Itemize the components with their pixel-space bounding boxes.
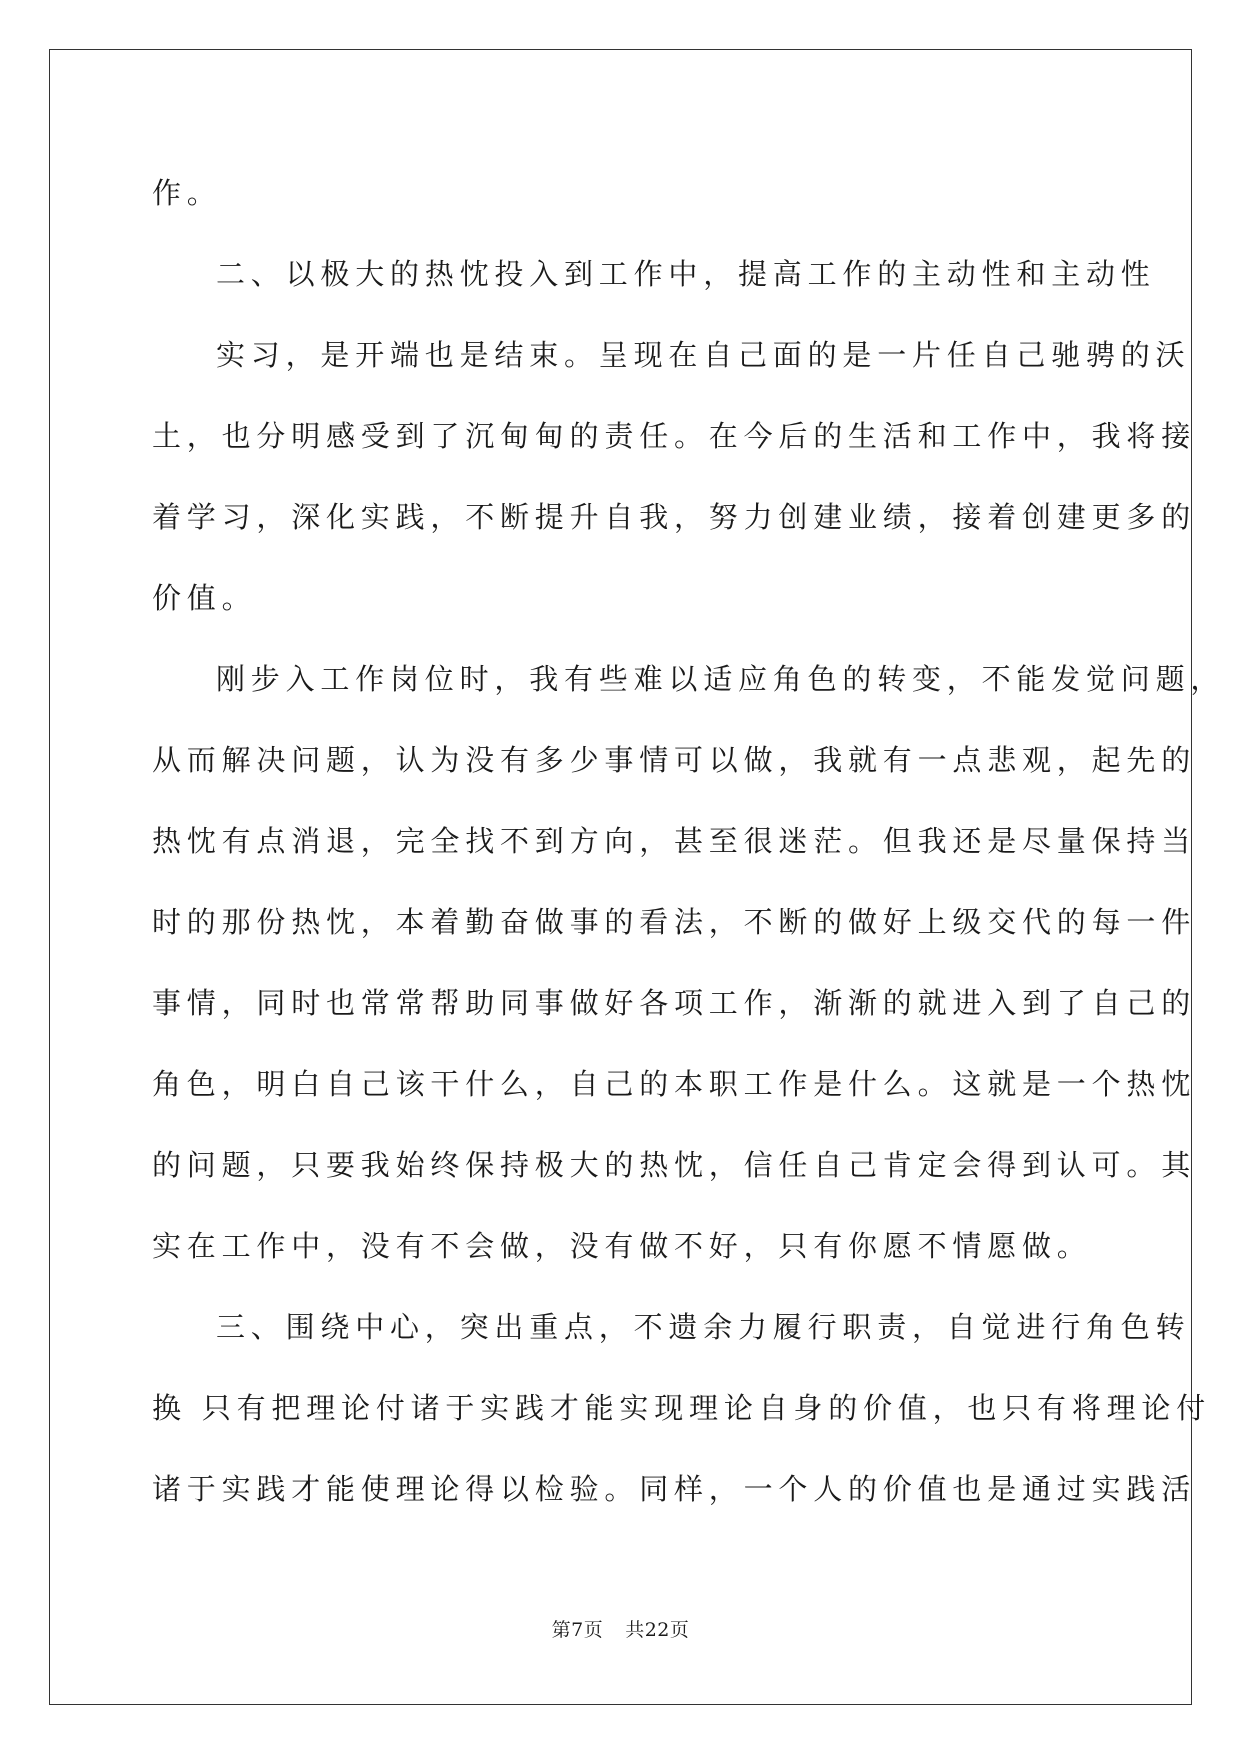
text-line: 刚步入工作岗位时，我有些难以适应角色的转变，不能发觉问题， xyxy=(216,662,1226,696)
text-line: 土，也分明感受到了沉甸甸的责任。在今后的生活和工作中，我将接 xyxy=(152,419,1197,453)
text-line: 角色，明白自己该干什么，自己的本职工作是什么。这就是一个热忱 xyxy=(152,1067,1197,1101)
text-line: 的问题，只要我始终保持极大的热忱，信任自己肯定会得到认可。其 xyxy=(152,1148,1197,1182)
text-line: 实习，是开端也是结束。呈现在自己面的是一片任自己驰骋的沃 xyxy=(216,338,1191,372)
text-line: 着学习，深化实践，不断提升自我，努力创建业绩，接着创建更多的 xyxy=(152,500,1197,534)
text-line: 从而解决问题，认为没有多少事情可以做，我就有一点悲观，起先的 xyxy=(152,743,1197,777)
section-heading: 三、围绕中心，突出重点，不遗余力履行职责，自觉进行角色转 xyxy=(216,1310,1191,1344)
text-line: 作。 xyxy=(152,176,222,210)
section-heading: 二、以极大的热忱投入到工作中，提高工作的主动性和主动性 xyxy=(216,257,1156,291)
page-number: 第7页 xyxy=(551,1619,604,1641)
text-line: 换 只有把理论付诸于实践才能实现理论自身的价值，也只有将理论付 xyxy=(152,1391,1212,1425)
document-body xyxy=(152,163,1226,1540)
text-line: 时的那份热忱，本着勤奋做事的看法，不断的做好上级交代的每一件 xyxy=(152,905,1197,939)
text-line: 诸于实践才能使理论得以检验。同样，一个人的价值也是通过实践活 xyxy=(152,1472,1197,1506)
page-total: 共22页 xyxy=(625,1619,690,1641)
text-line: 实在工作中，没有不会做，没有做不好，只有你愿不情愿做。 xyxy=(152,1229,1092,1263)
text-line: 事情，同时也常常帮助同事做好各项工作，渐渐的就进入到了自己的 xyxy=(152,986,1197,1020)
text-line: 热忱有点消退，完全找不到方向，甚至很迷茫。但我还是尽量保持当 xyxy=(152,824,1197,858)
page-footer xyxy=(0,1618,1241,1642)
text-line: 价值。 xyxy=(152,581,257,615)
